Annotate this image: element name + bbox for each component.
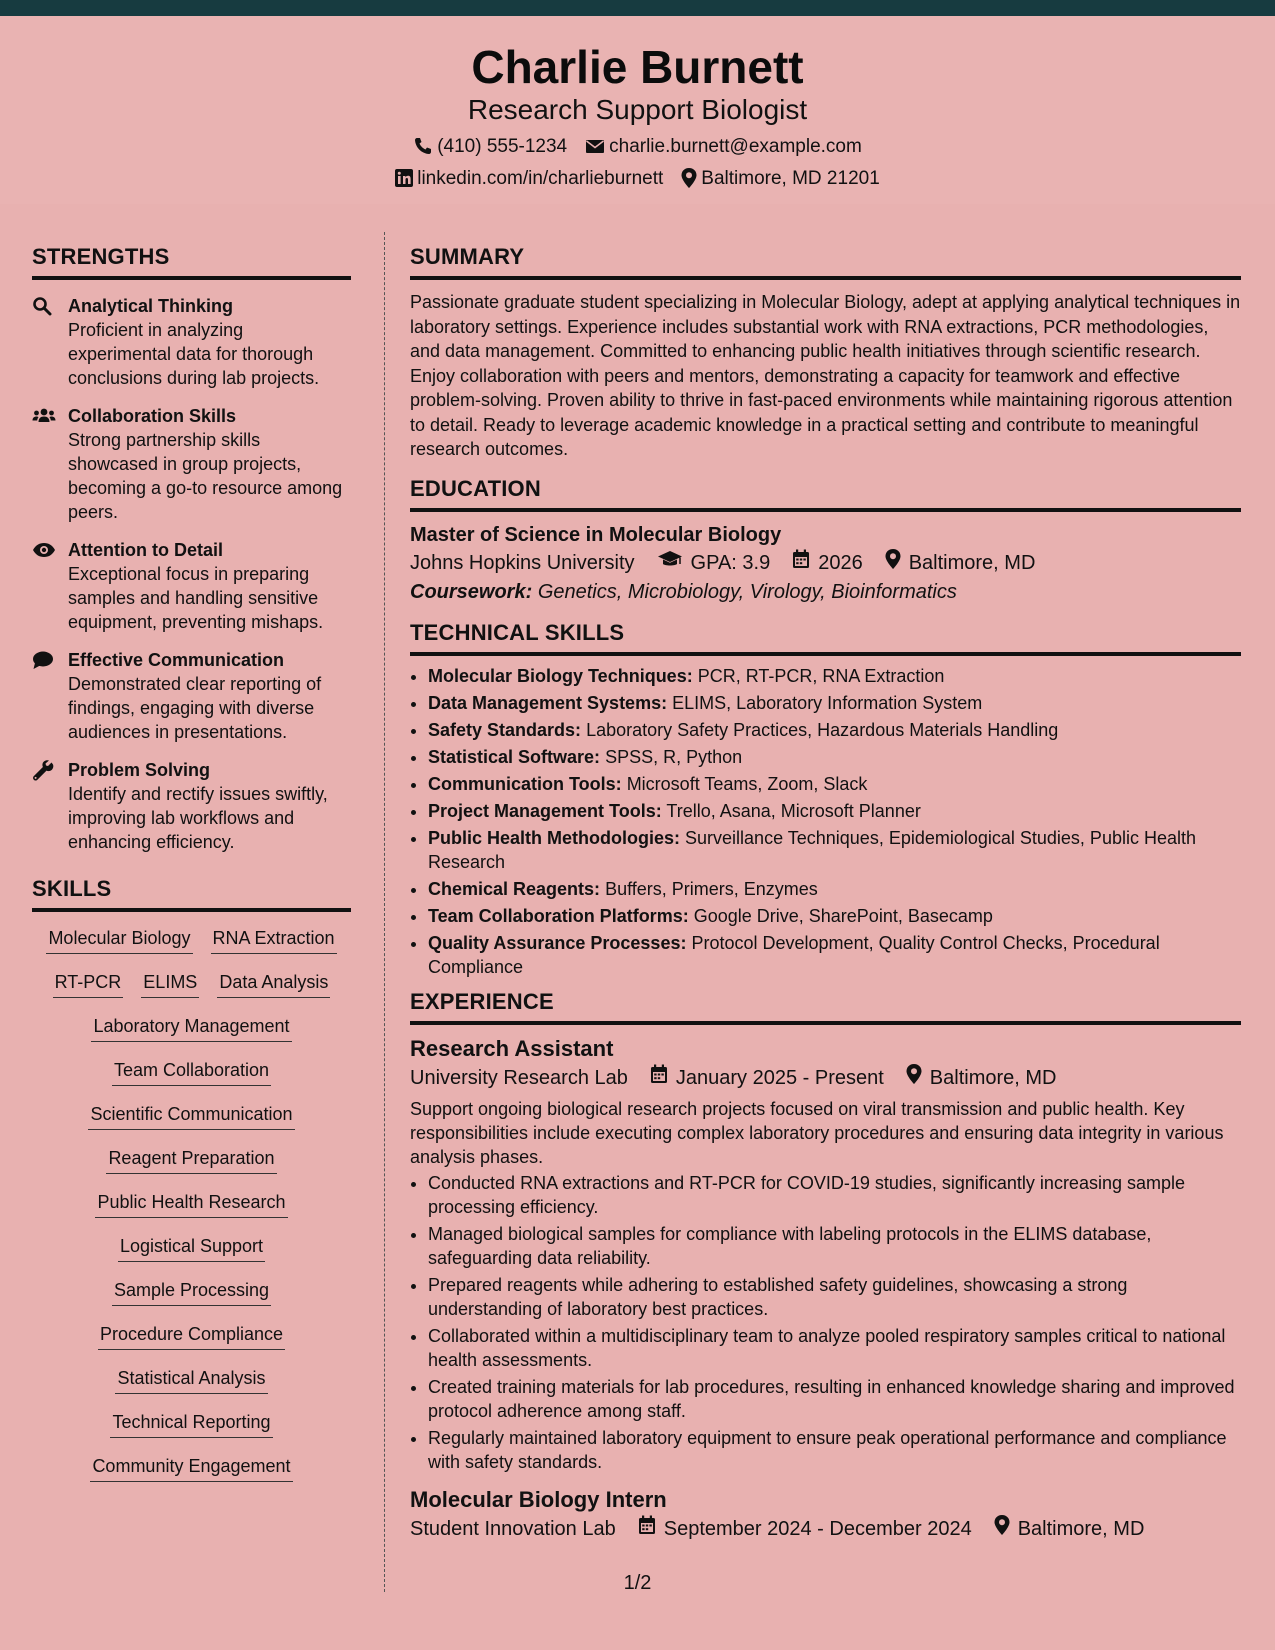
location-item [681, 168, 879, 188]
page-number: 1/2 [623, 1572, 652, 1594]
job-role: Research Assistant [410, 1035, 614, 1061]
skills-heading: SKILLS [32, 876, 351, 912]
job-dates: September 2024 - December 2024 [663, 1517, 972, 1540]
strength-desc: Identify and rectify issues swiftly, improving lab workflows and enhancing efficiency. [68, 784, 328, 852]
technical-skills-heading: TECHNICAL SKILLS [410, 620, 1241, 656]
skill-tag: Statistical Analysis [115, 1366, 267, 1394]
left-column [32, 244, 351, 1498]
strength-desc: Strong partnership skills showcased in group projects, becoming a go-to resource among peers. [68, 430, 343, 522]
skill-tag: Molecular Biology [46, 926, 192, 954]
phone-icon [413, 136, 433, 156]
map-pin-icon [681, 168, 697, 188]
email-text: charlie.burnett@example.com [609, 135, 862, 157]
list-item: • Managed biological samples for compliance with labeling protocols in the ELIMS database, safeguarding data reliability. [428, 1222, 1241, 1270]
list-item: • Public Health Methodologies: Surveillance Techniques, Epidemiological Studies, Public Health Research [428, 826, 1241, 874]
job-dates: January 2025 - Present [675, 1066, 884, 1089]
graduation-year: 2026 [818, 551, 863, 574]
gpa-text: GPA: 3.9 [690, 551, 771, 574]
phone-text: (410) 555-1234 [437, 135, 568, 157]
skill-tag: RT-PCR [53, 970, 124, 998]
job-location: Baltimore, MD [929, 1066, 1057, 1089]
skill-tag: Laboratory Management [91, 1014, 291, 1042]
eye-icon [32, 538, 58, 634]
contact-row-1 [0, 136, 1275, 156]
strength-title: Problem Solving [68, 760, 211, 780]
comment-icon [32, 648, 58, 744]
list-item: • Created training materials for lab procedures, resulting in enhanced knowledge sharing and improved protocol adherence among staff. [428, 1375, 1241, 1423]
skill-tag: Scientific Communication [88, 1102, 294, 1130]
skill-tag: Reagent Preparation [106, 1146, 276, 1174]
list-item: • Regularly maintained laboratory equipment to ensure peak operational performance and compliance with safety standards. [428, 1426, 1241, 1474]
list-item: • Safety Standards: Laboratory Safety Practices, Hazardous Materials Handling [428, 718, 1241, 742]
list-item: • Project Management Tools: Trello, Asana, Microsoft Planner [428, 799, 1241, 823]
summary-text: Passionate graduate student specializing in Molecular Biology, adept at applying analytical techniques in laboratory settings. Experience includes substantial work with RNA extractions, PCR methodologies, and data management. Committed to enhancing public health initiatives through scientific research. Enjoy collaboration with peers and mentors, demonstrating a capacity for teamwork and effective problem-solving. Proven ability to thrive in fast-paced environments while maintaining rigorous attention to detail. Ready to leverage academic knowledge in a practical setting and contribute to meaningful research outcomes. [410, 292, 1241, 459]
strength-title: Effective Communication [68, 650, 285, 670]
list-item: • Quality Assurance Processes: Protocol Development, Quality Control Checks, Procedural Compliance [428, 931, 1241, 979]
job-organization: University Research Lab [410, 1066, 628, 1089]
coursework-label: Coursework: [410, 580, 533, 603]
contact-row-2 [0, 168, 1275, 188]
technical-skills-list [410, 664, 1241, 979]
list-item: • Molecular Biology Techniques: PCR, RT-PCR, RNA Extraction [428, 664, 1241, 688]
coursework-list: Genetics, Microbiology, Virology, Bioinformatics [537, 580, 957, 603]
right-column [410, 244, 1241, 1544]
job-title: Research Support Biologist [467, 94, 808, 125]
strength-item [32, 538, 351, 634]
map-pin-icon [994, 1514, 1010, 1544]
email-item [585, 136, 862, 156]
list-item: • Conducted RNA extractions and RT-PCR for COVID-19 studies, significantly increasing sample processing efficiency. [428, 1171, 1241, 1219]
strength-desc: Proficient in analyzing experimental data for thorough conclusions during lab projects. [68, 320, 320, 388]
strength-desc: Demonstrated clear reporting of findings, engaging with diverse audiences in presentations. [68, 674, 322, 742]
location-text: Baltimore, MD 21201 [701, 167, 880, 189]
job-location: Baltimore, MD [1017, 1517, 1145, 1540]
coursework [410, 578, 1241, 606]
candidate-name: Charlie Burnett [471, 41, 804, 93]
job-role: Molecular Biology Intern [410, 1486, 667, 1512]
linkedin-item [395, 168, 663, 188]
calendar-icon [792, 548, 810, 578]
summary-heading: SUMMARY [410, 244, 1241, 280]
skill-tag: ELIMS [141, 970, 199, 998]
strength-item [32, 648, 351, 744]
school-name: Johns Hopkins University [410, 551, 635, 574]
phone-item [413, 136, 567, 156]
job-bullets [410, 1171, 1241, 1474]
skill-tag: Logistical Support [118, 1234, 265, 1262]
degree-title: Master of Science in Molecular Biology [410, 523, 782, 546]
skills-list [32, 926, 351, 1498]
skill-tag: RNA Extraction [211, 926, 337, 954]
list-item: • Team Collaboration Platforms: Google Drive, SharePoint, Basecamp [428, 904, 1241, 928]
wrench-icon [32, 758, 58, 854]
list-item: • Chemical Reagents: Buffers, Primers, Enzymes [428, 877, 1241, 901]
users-icon [32, 404, 58, 524]
linkedin-icon [395, 169, 413, 187]
strength-title: Analytical Thinking [68, 296, 234, 316]
skill-tag: Sample Processing [112, 1278, 271, 1306]
calendar-icon [650, 1063, 668, 1093]
skill-tag: Community Engagement [90, 1454, 292, 1482]
skill-tag: Team Collaboration [112, 1058, 271, 1086]
resume-header [0, 16, 1275, 204]
strength-title: Collaboration Skills [68, 406, 237, 426]
list-item: • Communication Tools: Microsoft Teams, Zoom, Slack [428, 772, 1241, 796]
calendar-icon [638, 1514, 656, 1544]
skill-tag: Public Health Research [95, 1190, 287, 1218]
job-meta [410, 1063, 1241, 1093]
strength-item [32, 404, 351, 524]
list-item: • Collaborated within a multidisciplinary team to analyze pooled respiratory samples critical to national health assessments. [428, 1324, 1241, 1372]
strength-item [32, 758, 351, 854]
experience-heading: EXPERIENCE [410, 989, 1241, 1025]
education-location: Baltimore, MD [908, 551, 1036, 574]
list-item: • Statistical Software: SPSS, R, Python [428, 745, 1241, 769]
graduation-cap-icon [657, 548, 683, 578]
envelope-icon [585, 136, 605, 156]
strength-desc: Exceptional focus in preparing samples and handling sensitive equipment, preventing mishaps. [68, 564, 324, 632]
strength-title: Attention to Detail [68, 540, 223, 560]
column-divider [384, 232, 385, 1592]
list-item: • Prepared reagents while adhering to established safety guidelines, showcasing a strong understanding of laboratory best practices. [428, 1273, 1241, 1321]
map-pin-icon [885, 548, 901, 578]
skill-tag: Technical Reporting [110, 1410, 272, 1438]
search-icon [32, 294, 58, 390]
education-meta [410, 548, 1241, 578]
top-accent-bar [0, 0, 1275, 16]
map-pin-icon [906, 1063, 922, 1093]
skill-tag: Procedure Compliance [98, 1322, 285, 1350]
list-item: • Data Management Systems: ELIMS, Laboratory Information System [428, 691, 1241, 715]
job-meta [410, 1514, 1241, 1544]
linkedin-text: linkedin.com/in/charlieburnett [417, 167, 664, 189]
job-organization: Student Innovation Lab [410, 1517, 616, 1540]
strength-item [32, 294, 351, 390]
education-heading: EDUCATION [410, 476, 1241, 512]
skill-tag: Data Analysis [217, 970, 330, 998]
job-description: Support ongoing biological research projects focused on viral transmission and public health. Key responsibilities include executing complex laboratory procedures and ensuring data integrity in various analysis phases. [410, 1098, 1224, 1167]
strengths-heading: STRENGTHS [32, 244, 351, 280]
